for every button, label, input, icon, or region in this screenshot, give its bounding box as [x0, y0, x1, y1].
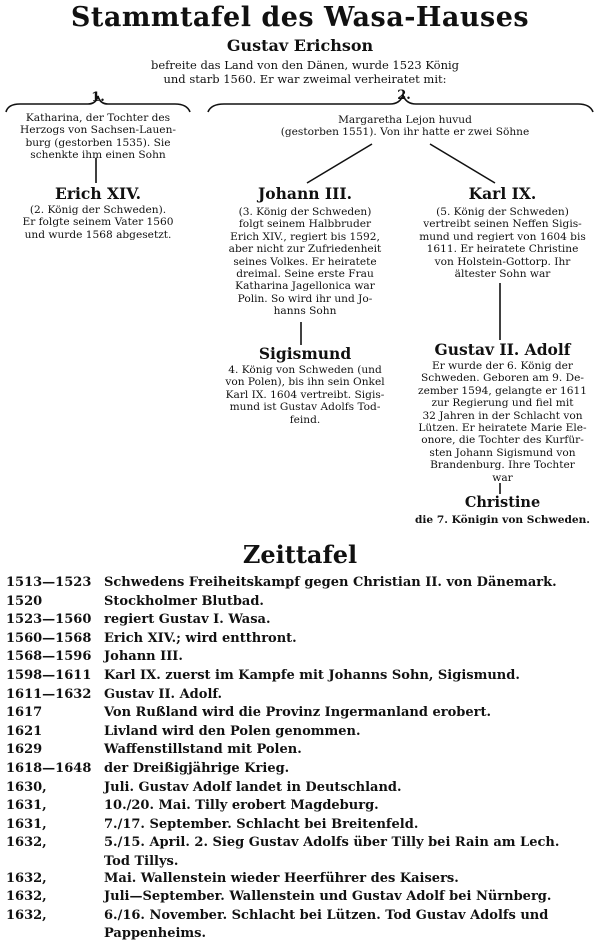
timeline-year: 1632,	[6, 835, 47, 851]
timeline-year: 1632,	[6, 870, 47, 886]
karl-name: Karl IX.	[468, 184, 537, 203]
johann-name: Johann III.	[257, 184, 353, 203]
christine-description: die 7. Königin von Schweden.	[414, 514, 590, 526]
timeline-year: 1520	[6, 593, 43, 609]
founder-name: Gustav Erichson	[226, 36, 374, 55]
timeline-year: 1632,	[6, 907, 47, 923]
timeline-year: 1611—1632	[6, 686, 92, 702]
gustav2-name: Gustav II. Adolf	[434, 340, 571, 359]
timeline-event: 6./16. November. Schlacht bei Lützen. Tod Gustav Adolfs und Pappenheims.	[104, 907, 549, 942]
timeline-event: 5./15. April. 2. Sieg Gustav Adolfs über Tilly bei Rain am Lech. Tod Tillys.	[104, 835, 560, 869]
timeline-event: Waffenstillstand mit Polen.	[104, 742, 302, 758]
timeline-year: 1629	[6, 742, 43, 758]
timeline-event: der Dreißigjährige Krieg.	[104, 761, 290, 776]
timeline-title: Zeittafel	[242, 540, 358, 569]
timeline-event: regiert Gustav I. Wasa.	[104, 612, 271, 628]
karl-description: (5. König der Schweden) vertreibt seinen Neffen Sigis- mund und regiert von 1604 bis 1611. Er heiratete Christine von Holstein-Gottorp. Ihr ältester Sohn war	[419, 206, 586, 281]
timeline-year: 1568—1596	[6, 649, 92, 665]
timeline-event: Livland wird den Polen genommen.	[104, 723, 361, 739]
sigismund-description: 4. König von Schweden (und von Polen), bis ihn sein Onkel Karl IX. 1604 vertreibt. Sigis- mund ist Gustav Adolfs Tod- feind.	[225, 364, 385, 426]
timeline-event: Juli—September. Wallenstein und Gustav Adolf bei Nürnberg.	[104, 889, 552, 905]
timeline-year: 1631,	[6, 798, 47, 814]
timeline-event: Erich XIV.; wird entthront.	[104, 630, 297, 646]
timeline-event: Juli. Gustav Adolf landet in Deutschland.	[104, 779, 402, 795]
timeline-year: 1631,	[6, 816, 47, 832]
timeline-event: Johann III.	[104, 649, 183, 665]
timeline-year: 1630,	[6, 779, 47, 795]
timeline-event: Mai. Wallenstein wieder Heerführer des Kaisers.	[104, 870, 459, 886]
erich-name: Erich XIV.	[55, 184, 141, 203]
christine-name: Christine	[464, 494, 541, 511]
timeline-year: 1617	[6, 705, 43, 721]
marriage-2-text: Margaretha Lejon huvud (gestorben 1551). Von ihr hatte er zwei Söhne	[280, 114, 530, 139]
johann-description: (3. König der Schweden) folgt seinem Halbbruder Erich XIV., regiert bis 1592, aber nicht zur Zufriedenheit seines Volkes. Er heiratete dreimal. Seine erste Frau Katharina Jagellonica war Polin. So wird ihr und Jo- hanns Sohn	[228, 206, 382, 318]
timeline-event: Stockholmer Blutbad.	[104, 593, 264, 609]
timeline-event: Gustav II. Adolf.	[104, 686, 223, 702]
erich-description: (2. König der Schweden). Er folgte seinem Vater 1560 und wurde 1568 abgesetzt.	[22, 204, 174, 241]
timeline-event: Von Rußland wird die Provinz Ingermanland erobert.	[104, 705, 492, 721]
timeline-event: 10./20. Mai. Tilly erobert Magdeburg.	[104, 798, 379, 814]
timeline-year: 1632,	[6, 889, 47, 905]
timeline-year: 1618—1648	[6, 761, 92, 776]
page-title: Stammtafel des Wasa-Hauses	[70, 2, 530, 33]
timeline-event: 7./17. September. Schlacht bei Breitenfeld.	[104, 816, 419, 832]
timeline-event: Karl IX. zuerst im Kampfe mit Johanns Sohn, Sigismund.	[104, 668, 520, 683]
marriage-1-text: Katharina, der Tochter des Herzogs von Sachsen-Lauen- burg (gestorben 1535). Sie schenkte ihm einen Sohn	[20, 112, 176, 162]
sigismund-name: Sigismund	[258, 344, 352, 363]
line-to-karl	[430, 144, 495, 183]
timeline-year: 1560—1568	[6, 630, 92, 646]
timeline-event: Schwedens Freiheitskampf gegen Christian II. von Dänemark.	[104, 575, 557, 590]
timeline-year: 1598—1611	[6, 668, 92, 683]
founder-description: befreite das Land von den Dänen, wurde 1523 König und starb 1560. Er war zweimal verheiratet mit:	[150, 58, 460, 86]
gustav2-description: Er wurde der 6. König der Schweden. Geboren am 9. De- zember 1594, gelangte er 1611 zur Regierung und fiel mit 32 Jahren in der Schlacht von Lützen. Er heiratete Marie Ele- onore, die Tochter des Kurfür- sten Johann Sigismund von Brandenburg. Ihre Tochter war	[418, 360, 587, 484]
marriage-1-number: 1.	[91, 90, 105, 105]
timeline-year: 1523—1560	[6, 612, 92, 628]
timeline-year: 1621	[6, 723, 43, 739]
timeline-year: 1513—1523	[6, 575, 92, 590]
marriage-2-number: 2.	[397, 88, 411, 103]
line-to-johann	[307, 144, 372, 183]
